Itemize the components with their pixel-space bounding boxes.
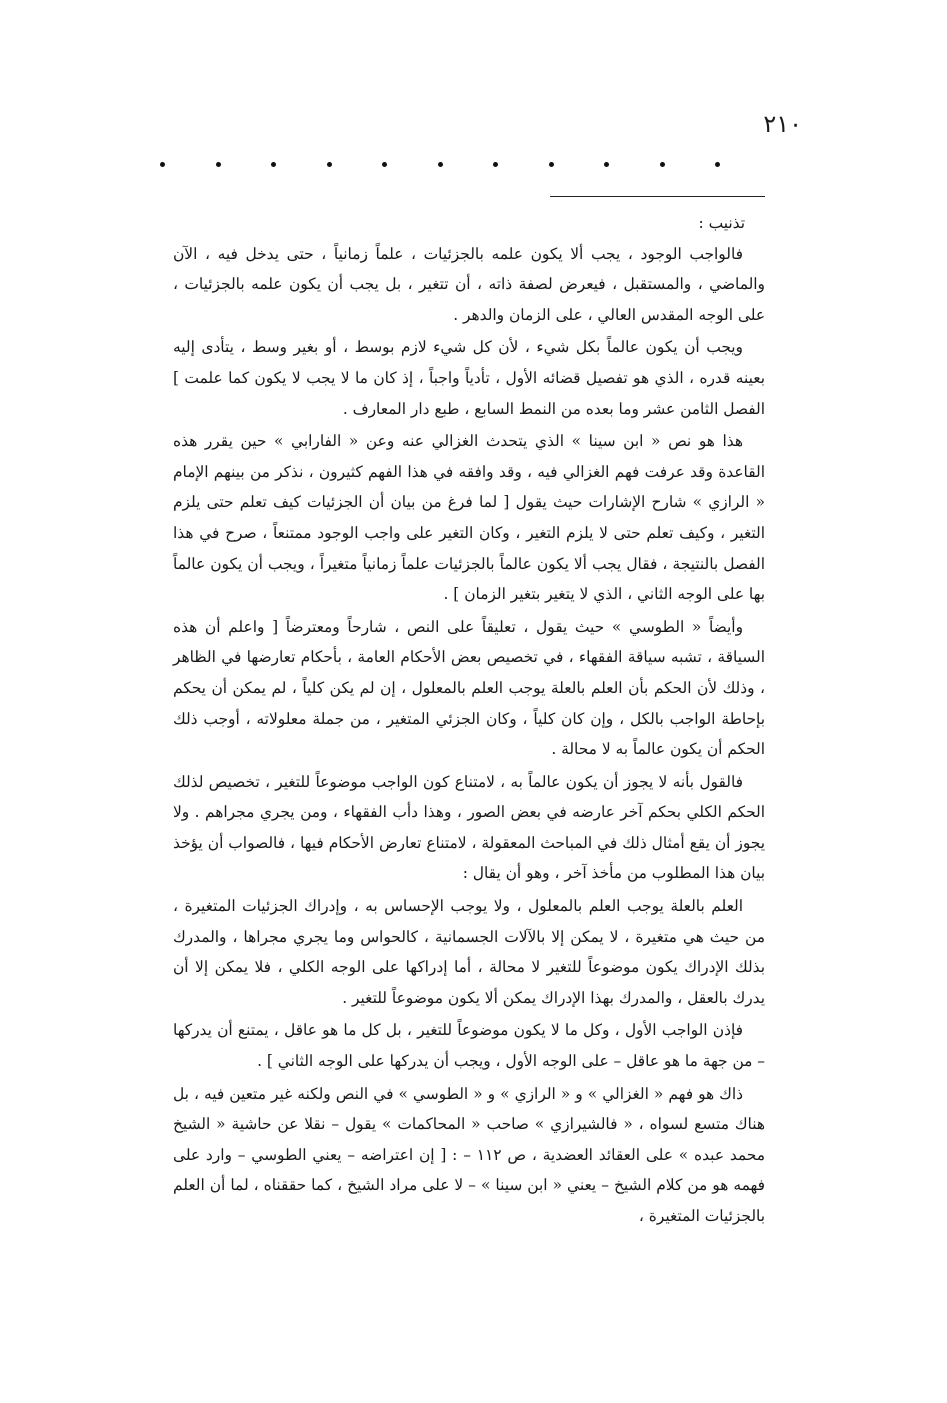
page-number: ٢١٠ <box>763 110 802 138</box>
paragraph: وأيضاً « الطوسي » حيث يقول ، تعليقاً على النص ، شارحاً ومعترضاً [ واعلم أن هذه السياقة ، تشبه سياقة الفقهاء ، في تخصيص بعض الأحكام العامة ، بأحكام تعارضها في الظاهر ، وذلك لأن الحكم بأن العلم بالعلة يوجب العلم بالمعلول ، إن لم يكن كلياً ، لم يمكن أن يحكم بإحاطة الواجب بالكل ، وإن كان كلياً ، وكان الجزئي المتغير ، من جملة معلولاته ، أوجب ذلك الحكم أن يكون عالماً به لا محالة . <box>173 617 765 759</box>
separator-dot <box>604 162 609 167</box>
paragraph: فالقول بأنه لا يجوز أن يكون عالماً به ، لامتناع كون الواجب موضوعاً للتغير ، تخصيص لذلك الحكم الكلي بحكم آخر عارضه في بعض الصور ، وهذا دأب الفقهاء ، ومن يجري مجراهم . ولا يجوز أن يقع أمثال ذلك في المباحث المعقولة ، لامتناع تعارض الأحكام فيها ، فالصواب أن يؤخذ بيان هذا المطلوب من مأخذ آخر ، وهو أن يقال : <box>173 772 765 883</box>
separator-dot <box>549 162 554 167</box>
separator-dot <box>382 162 387 167</box>
separator-dot <box>327 162 332 167</box>
separator-dot <box>216 162 221 167</box>
body-text <box>173 208 765 1232</box>
separator-dot <box>271 162 276 167</box>
separator-dot <box>715 162 720 167</box>
separator-dot <box>493 162 498 167</box>
separator-dot <box>160 162 165 167</box>
paragraph: فإذن الواجب الأول ، وكل ما لا يكون موضوعاً للتغير ، بل كل ما هو عاقل ، يمتنع أن يدركها – من جهة ما هو عاقل – على الوجه الأول ، ويجب أن يدركها على الوجه الثاني ] . <box>173 1021 765 1071</box>
section-heading: تذنيب : <box>698 214 745 232</box>
paragraph: فالواجب الوجود ، يجب ألا يكون علمه بالجزئيات ، علماً زمانياً ، حتى يدخل فيه ، الآن والماضي ، والمستقبل ، فيعرض لصفة ذاته ، أن تتغير ، بل يجب أن يكون علمه بالجزئيات ، على الوجه المقدس العالي ، على الزمان والدهر . <box>173 244 765 324</box>
paragraph: العلم بالعلة يوجب العلم بالمعلول ، ولا يوجب الإحساس به ، وإدراك الجزئيات المتغيرة ، من حيث هي متغيرة ، لا يمكن إلا بالآلات الجسمانية ، كالحواس وما يجري مجراها ، والمدرك بذلك الإدراك يكون موضوعاً للتغير لا محالة ، أما إدراكها على الوجه الكلي ، فلا يمكن إلا أن يدرك بالعقل ، والمدرك بهذا الإدراك يمكن ألا يكون موضوعاً للتغير . <box>173 897 765 1007</box>
paragraph: ويجب أن يكون عالماً بكل شيء ، لأن كل شيء لازم بوسط ، أو بغير وسط ، يتأدى إليه بعينه قدره ، الذي هو تفصيل قضائه الأول ، تأدياً واجباً ، إذ كان ما لا يجب لا يكون كما علمت ] الفصل الثامن عشر وما بعده من النمط السابع ، طبع دار المعارف . <box>173 338 765 418</box>
paragraph: ذاك هو فهم « الغزالي » و « الرازي » و « الطوسي » في النص ولكنه غير متعين فيه ، بل هناك متسع لسواه ، « فالشيرازي » صاحب « المحاكمات » يقول – نقلا عن حاشية « الشيخ محمد عبده » على العقائد العضدية ، ص ١١٢ – : [ إن اعتراضه – يعني الطوسي – وارد على فهمه هو من كلام الشيخ – يعني « ابن سينا » – لا على مراد الشيخ ، كما حققناه ، لما أن العلم بالجزئيات المتغيرة ، <box>173 1084 765 1225</box>
separator-dot <box>660 162 665 167</box>
paragraph: هذا هو نص « ابن سينا » الذي يتحدث الغزالي عنه وعن « الفارابي » حين يقرر هذه القاعدة وقد عرفت فهم الغزالي فيه ، وقد وافقه في هذا الفهم كثيرون ، نذكر من بينهم الإمام « الرازي » شارح الإشارات حيث يقول [ لما فرغ من بيان أن الجزئيات كيف تعلم حتى يلزم التغير ، وكيف تعلم حتى لا يلزم التغير ، وكان التغير على واجب الوجود ممتنعاً ، صرح في هذا الفصل بالنتيجة ، فقال يجب ألا يكون عالماً بالجزئيات علماً زمانياً متغيراً ، ويجب أن يكون عالماً بها على الوجه الثاني ، الذي لا يتغير بتغير الزمان ] . <box>173 432 765 604</box>
footnote-rule <box>550 196 765 197</box>
section-separator-dots <box>160 162 720 167</box>
separator-dot <box>438 162 443 167</box>
